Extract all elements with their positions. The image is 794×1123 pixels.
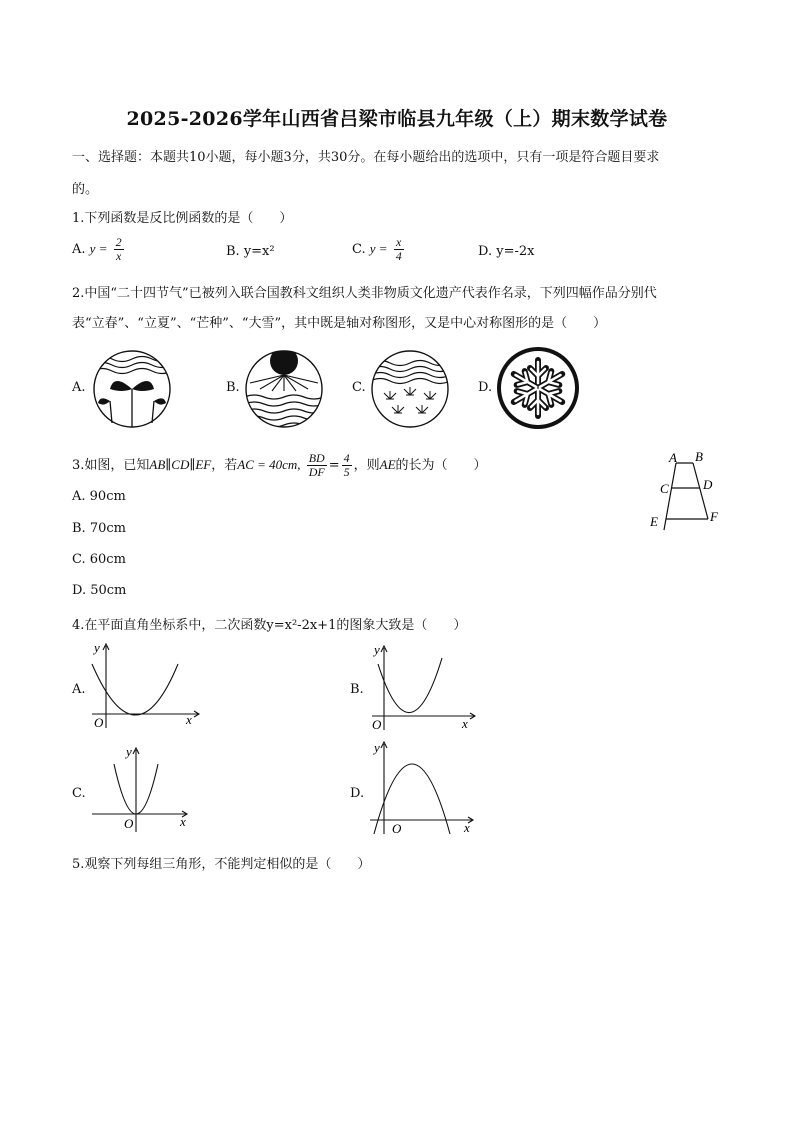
q3-option-a: A. 90cm [72,489,126,504]
q1-option-c-fraction [394,236,404,263]
q2-option-d-label: D. [478,380,493,395]
q1-option-c-lhs: y = [369,241,388,256]
q3-fig-label-f: F [710,509,718,524]
daxue-snowflake-image [496,346,580,430]
q1-option-a-lhs: y = [89,241,108,256]
q2-option-c-label: C. [352,380,366,395]
q4-graph-b [364,638,484,732]
q4-a-y-label: y [94,640,100,655]
q3-stem-pre: 3.如图，已知 [72,458,150,473]
q1-option-a-den: x [115,249,122,263]
q1-option-b: B. y=x² [226,244,275,259]
q4-d-origin: O [392,821,402,836]
q3-ratio-num: BD [308,451,325,465]
q3-stem-ae: AE [379,457,396,472]
q1-option-a-fraction [114,236,124,263]
q1-option-c-label: C. [352,242,366,257]
q4-graph-c [88,744,194,834]
q3-ratio-den: DF [308,465,325,479]
q1-option-a-label: A. [72,242,86,257]
q3-stem-ac: AC = 40cm, [237,457,301,472]
page-title: 2025-2026学年山西省吕梁市临县九年级（上）期末数学试卷 [126,108,668,130]
q4-graph-a [86,638,206,730]
q5-stem: 5.观察下列每组三角形，不能判定相似的是（ ） [72,857,371,872]
q4-stem: 4.在平面直角坐标系中，二次函数y=x²-2x+1的图象大致是（ ） [72,618,467,633]
q2-option-b-label: B. [226,380,240,395]
q4-option-a-label: A. [72,682,86,697]
q1-option-c [352,236,406,263]
q4-option-d-label: D. [350,786,365,801]
q1-option-c-num: x [394,236,404,250]
q4-option-c-label: C. [72,786,86,801]
q4-graph-d [366,736,482,836]
section-heading-cont: 的。 [72,182,99,197]
q4-c-origin: O [124,816,134,831]
q1-stem: 1.下列函数是反比例函数的是（ ） [72,211,293,226]
q3-option-d: D. 50cm [72,583,127,598]
q4-b-x-label: x [462,716,468,731]
q2-stem-line2: 表“立春”、“立夏”、“芒种”、“大雪”，其中既是轴对称图形，又是中心对称图形的是（ ） [72,316,607,331]
q3-stem-end: 的长为（ ） [395,458,487,473]
q3-fig-label-e: E [650,514,658,529]
q3-fig-label-a: A [669,450,677,465]
q3-ratio-fraction [307,452,327,479]
mangzhong-grain-image [370,349,450,429]
q3-fig-label-c: C [660,481,669,496]
q3-value-den: 5 [343,465,350,479]
q4-a-x-label: x [186,712,192,727]
q3-stem-parallel: AB∥CD∥EF [149,457,212,472]
q3-fig-label-b: B [695,449,703,464]
q3-fig-label-d: D [703,477,713,492]
q3-option-c: C. 60cm [72,552,126,567]
q3-eq: = [328,458,340,473]
q1-option-d: D. y=-2x [478,244,535,259]
q3-option-b: B. 70cm [72,521,126,536]
q1-option-a [72,236,126,263]
q3-trapezoid-figure [646,446,726,532]
q4-c-y-label: y [126,744,132,759]
lixia-sun-image [244,349,324,429]
q4-b-origin: O [372,717,382,732]
q3-stem-post: ，则 [353,458,380,473]
q3-value-fraction [342,452,352,479]
q1-option-c-den: 4 [395,249,402,263]
q2-option-a-label: A. [72,380,86,395]
q2-stem-line1: 2.中国“二十四节气”已被列入联合国教科文组织人类非物质文化遗产代表作名录，下列四幅作品分别代 [72,286,657,301]
q3-stem-mid: ，若 [211,458,238,473]
q4-option-b-label: B. [350,682,364,697]
section-heading: 一、选择题：本题共10小题，每小题3分，共30分。在每小题给出的选项中，只有一项是符合题目要求 [72,150,660,165]
q4-c-x-label: x [180,814,186,829]
q4-a-origin: O [94,715,104,730]
q4-d-x-label: x [464,820,470,835]
q4-d-y-label: y [374,740,380,755]
q3-value-num: 4 [343,451,350,465]
lichun-seedling-image [92,349,172,429]
q1-option-a-num: 2 [115,235,122,249]
q4-b-y-label: y [374,642,380,657]
q3-stem [72,452,487,479]
